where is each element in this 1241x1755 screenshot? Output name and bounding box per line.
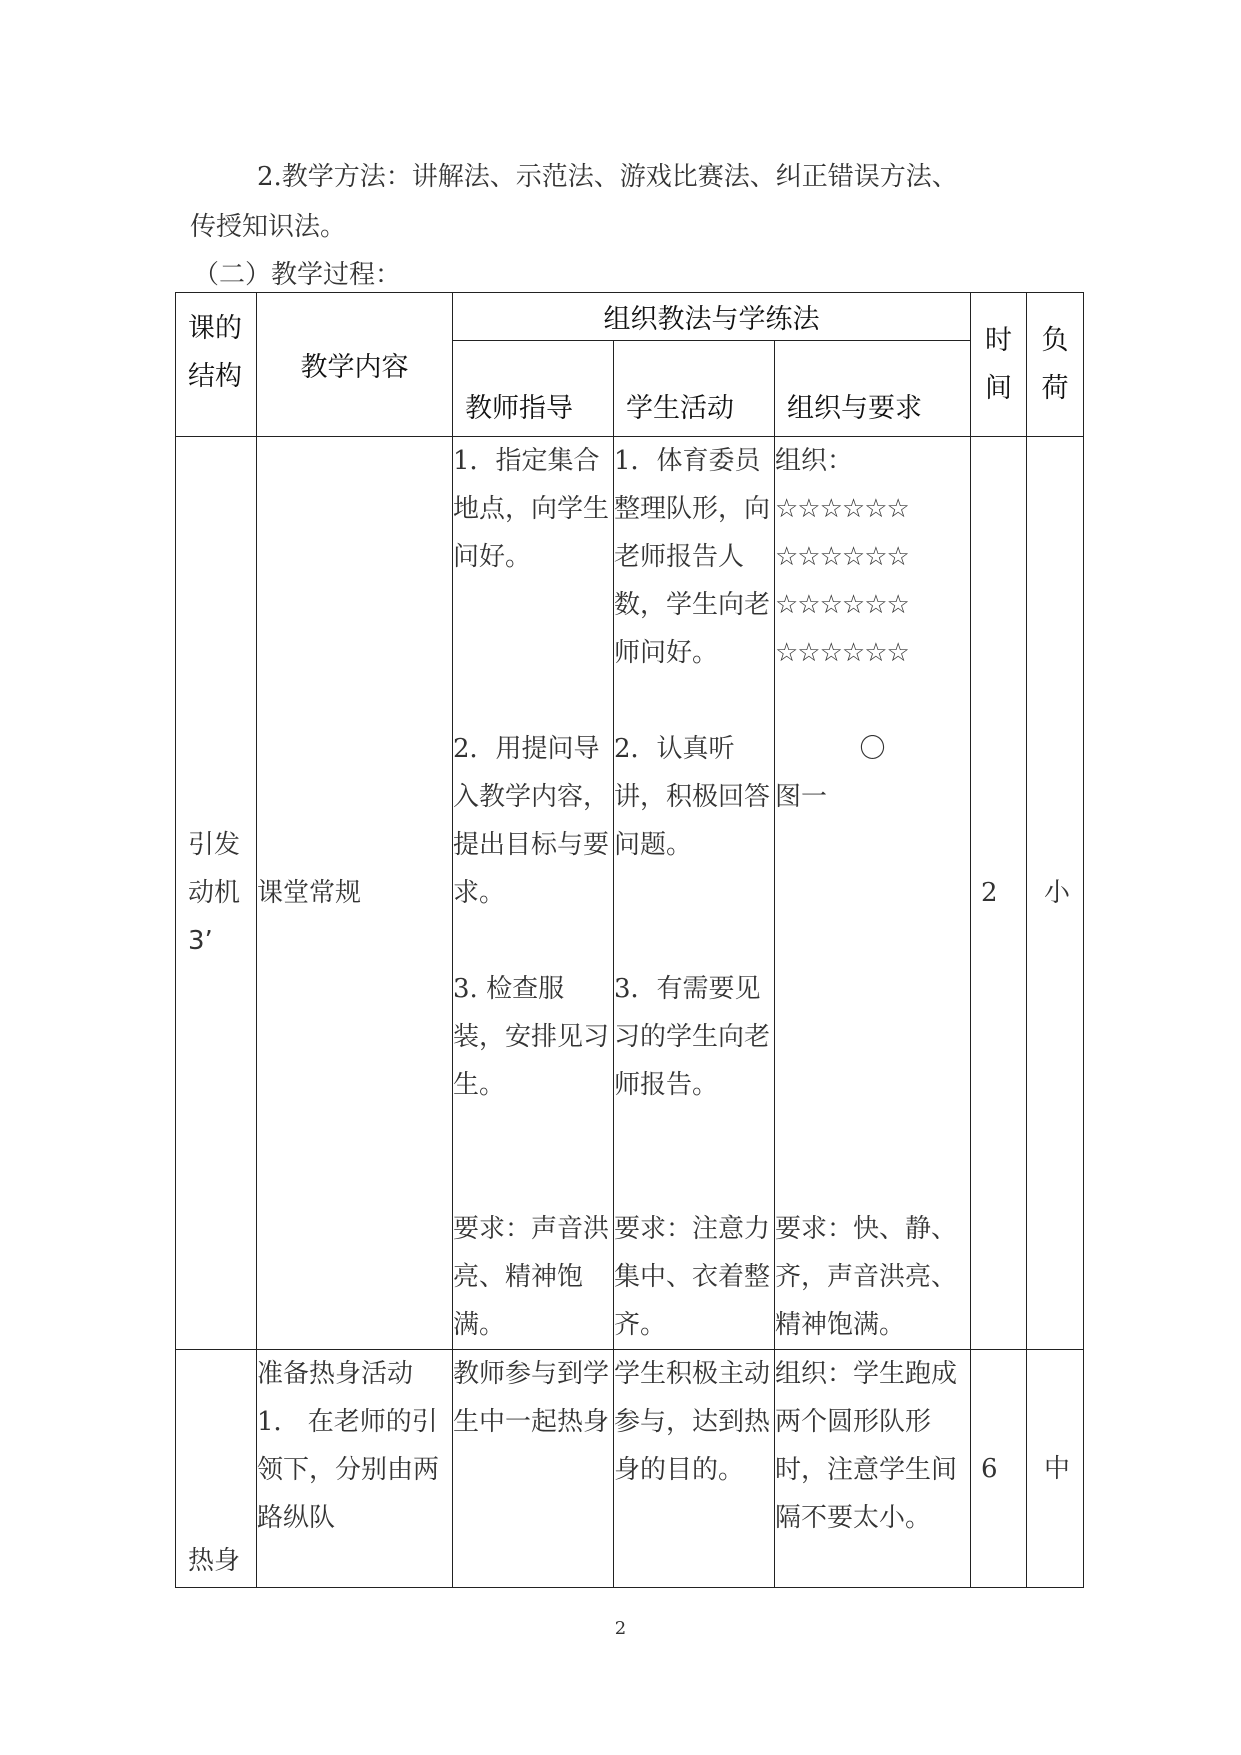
header-student: 学生活动 [614, 341, 775, 437]
row1-student [614, 437, 775, 1350]
header-teacher: 教师指导 [453, 341, 614, 437]
row2-content [257, 1350, 453, 1588]
row1-time: 2 [971, 437, 1027, 1350]
row2-structure: 热身 [176, 1350, 257, 1588]
row1-student-requirement: 要求：注意力集中、衣着整齐。 [614, 1214, 771, 1340]
header-content: 教学内容 [257, 293, 453, 437]
table-row [176, 1350, 1084, 1588]
formation-star-row: ☆☆☆☆☆☆ [775, 542, 909, 572]
row1-teacher [453, 437, 614, 1350]
teaching-methods-line-2: 传授知识法。 [190, 212, 347, 242]
row1-student-item: 1．体育委员整理队形，向老师报告人数，学生向老师问好。 [614, 446, 771, 668]
page-number: 2 [614, 1618, 627, 1639]
formation-star-row: ☆☆☆☆☆☆ [775, 590, 909, 620]
header-structure: 课的结构 [176, 293, 257, 437]
row2-teacher: 教师参与到学生中一起热身 [453, 1350, 614, 1588]
header-time: 时间 [971, 293, 1027, 437]
row1-structure-line: 动机 [188, 878, 241, 908]
header-load: 负荷 [1027, 293, 1084, 437]
row1-structure-line: 引发 [188, 830, 241, 860]
row2-load: 中 [1027, 1350, 1084, 1588]
row1-org-requirement: 要求：快、静、齐，声音洪亮、精神饱满。 [775, 1214, 958, 1340]
teacher-position-circle: 〇 [859, 734, 886, 764]
row2-student: 学生积极主动参与，达到热身的目的。 [614, 1350, 775, 1588]
figure-label: 图一 [775, 782, 828, 812]
formation-star-row: ☆☆☆☆☆☆ [775, 638, 909, 668]
lesson-plan-table [175, 292, 1084, 1588]
row1-load: 小 [1027, 437, 1084, 1350]
row1-teacher-requirement: 要求：声音洪亮、精神饱满。 [453, 1214, 610, 1340]
row1-org [775, 437, 971, 1350]
row1-teacher-item: 2．用提问导入教学内容，提出目标与要求。 [453, 734, 610, 908]
header-org-req: 组织与要求 [775, 341, 971, 437]
row2-content-line: 1． 在老师的引领下，分别由两路纵队 [257, 1407, 440, 1533]
teaching-methods-paragraph [190, 152, 1070, 252]
row1-student-item: 2．认真听讲，积极回答问题。 [614, 734, 771, 860]
formation-star-row: ☆☆☆☆☆☆ [775, 494, 909, 524]
process-heading: （二）教学过程： [193, 260, 402, 290]
row1-org-label: 组织： [775, 446, 854, 476]
row1-structure-line: 3’ [188, 926, 213, 956]
row2-org: 组织：学生跑成两个圆形队形时，注意学生间隔不要太小。 [775, 1350, 971, 1588]
row1-teacher-item: 3. 检查服装，安排见习生。 [453, 974, 610, 1100]
row1-teacher-item: 1．指定集合地点，向学生问好。 [453, 446, 610, 572]
table-row [176, 437, 1084, 1350]
row1-content: 课堂常规 [257, 437, 453, 1350]
row2-time: 6 [971, 1350, 1027, 1588]
header-organization: 组织教法与学练法 [453, 293, 971, 341]
teaching-methods-line-1: 2.教学方法：讲解法、示范法、游戏比赛法、纠正错误方法、 [257, 162, 958, 192]
row1-structure [176, 437, 257, 1350]
row2-content-line: 准备热身活动 [257, 1359, 414, 1389]
row1-student-item: 3．有需要见习的学生向老师报告。 [614, 974, 771, 1100]
